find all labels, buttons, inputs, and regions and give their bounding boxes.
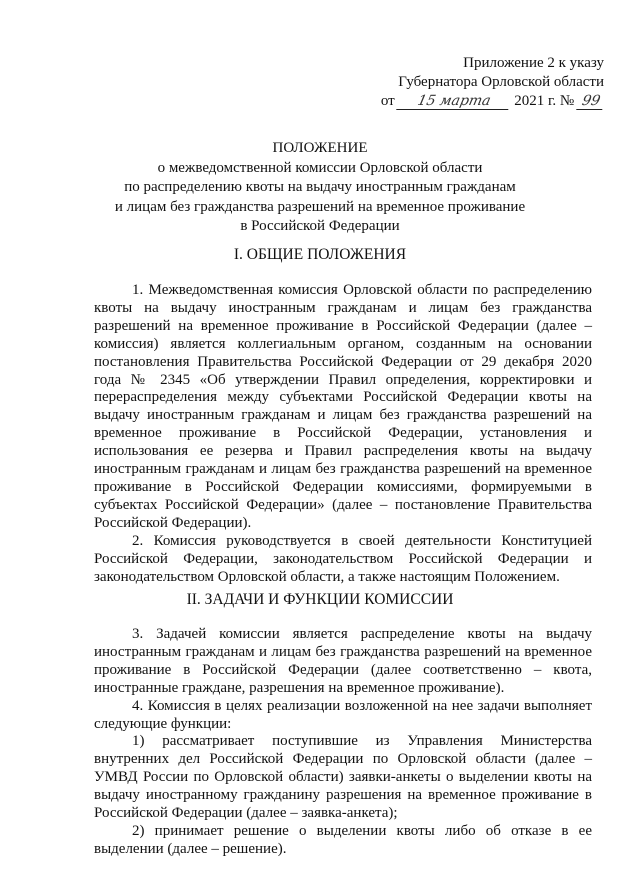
title-line-3: и лицам без гражданства разрешений на временное проживание <box>114 198 526 215</box>
paragraph-2: 2. Комиссия руководствуется в своей деятельности Конституцией Российской Федерации, законодательством Российской Федерации и законодательством Орловской области, а также настоящим Положением. <box>94 532 592 585</box>
document-title <box>60 139 580 237</box>
appendix-line-1: Приложение 2 к указу <box>463 55 604 71</box>
appendix-line-3 <box>372 92 604 111</box>
paragraph-4: 4. Комиссия в целях реализации возложенной на нее задачи выполняет следующие функции: <box>94 697 592 732</box>
section-heading-tasks: II. ЗАДАЧИ И ФУНКЦИИ КОМИССИИ <box>186 591 454 608</box>
paragraph-4-item-2: 2) принимает решение о выделении квоты либо об отказе в ее выделении (далее – решение). <box>94 822 592 857</box>
title-heading: ПОЛОЖЕНИЕ <box>272 140 368 156</box>
title-line-2: по распределению квоты на выдачу иностранным гражданам <box>124 179 516 195</box>
appendix-note <box>372 54 604 111</box>
appendix-line-2: Губернатора Орловской области <box>398 74 604 90</box>
appendix-year-number-label: 2021 г. № <box>514 93 575 109</box>
section-heading-general: I. ОБЩИЕ ПОЛОЖЕНИЯ <box>233 246 407 263</box>
paragraph-4-item-1: 1) рассматривает поступившие из Управления Министерства внутренних дел Российской Федерации по Орловской области (далее – УМВД России по Орловской области) заявки-анкеты о выделении квоты на выдачу иностранному гражданину разрешения на временное проживание в Российской Федерации (далее – заявка-анкета); <box>94 733 592 822</box>
title-line-4: в Российской Федерации <box>240 218 400 234</box>
handwritten-date: 15 марта <box>397 93 513 110</box>
section-general-body <box>94 282 592 586</box>
title-line-1: о межведомственной комиссии Орловской области <box>157 159 483 176</box>
paragraph-3: 3. Задачей комиссии является распределение квоты на выдачу иностранным гражданам и лицам без гражданства разрешений на временное проживание в Российской Федерации (далее соответственно – квота, иностранные граждане, разрешения на временное проживание). <box>94 626 592 696</box>
section-tasks-body <box>94 626 592 859</box>
handwritten-number: 99 <box>576 93 606 110</box>
appendix-date-prefix: от <box>380 93 395 109</box>
paragraph-1: 1. Межведомственная комиссия Орловской области по распределению квоты на выдачу иностранным гражданам и лицам без гражданства разрешений на временное проживание в Российской Федерации (далее – комиссия) является коллегиальным органом, созданным на основании постановления Правительства Российской Федерации от 29 декабря 2020 года № 2345 «Об утверждении Правил определения, корректировки и перераспределения между субъектами Российской Федерации квоты на выдачу иностранным гражданам и лицам без гражданства разрешений на временное проживание в Российской Федерации, установления и использования ее резерва и Правил распределения квоты на выдачу иностранным гражданам и лицам без гражданства разрешений на временное проживание в Российской Федерации комиссиями, формируемыми в субъектах Российской Федерации» (далее – постановление Правительства Российской Федерации). <box>94 282 592 531</box>
